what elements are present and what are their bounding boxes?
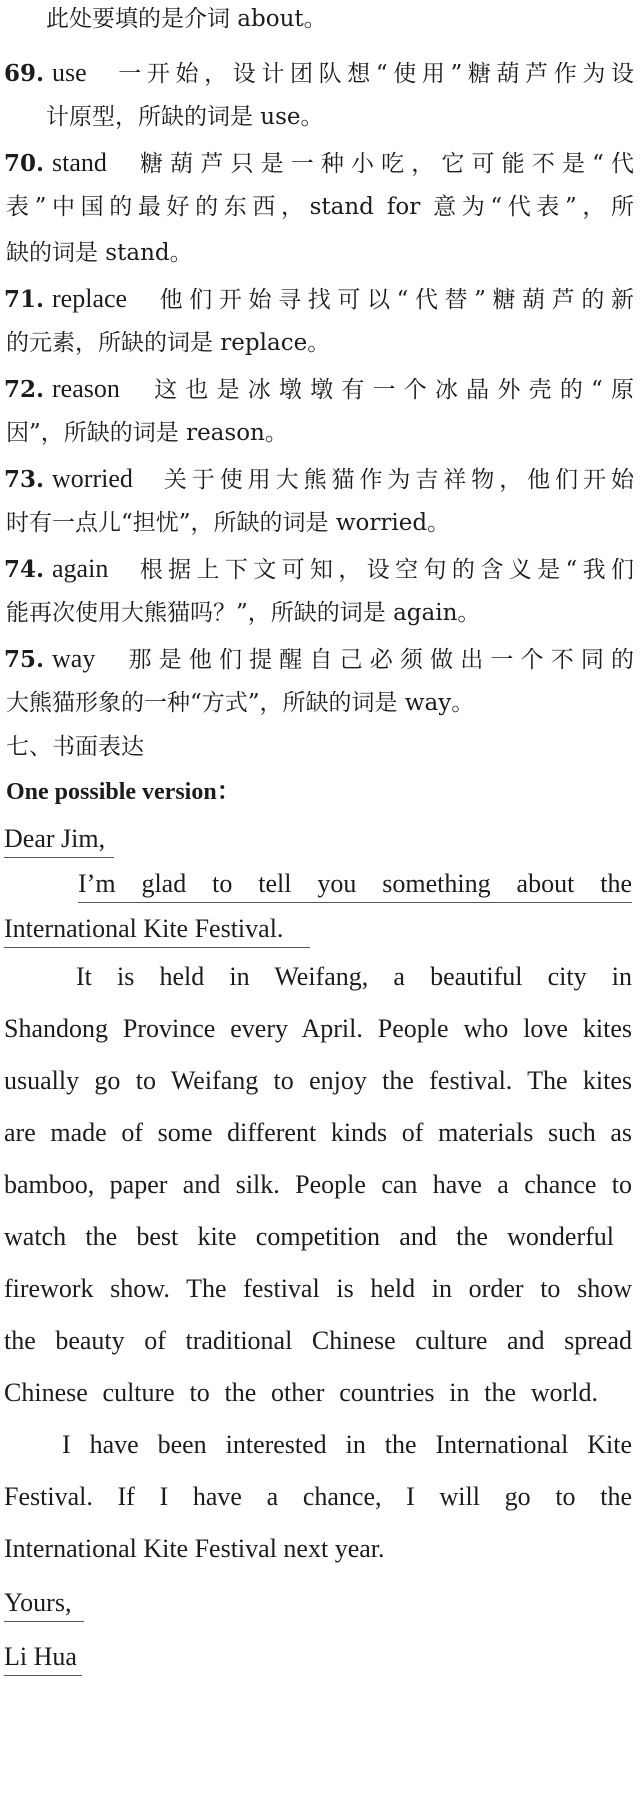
explanation-text: 根据上下文可知，设空句的含义是“我们 xyxy=(134,557,634,583)
explanation-text: 他们开始寻找可以“代替”糖葫芦的新 xyxy=(153,287,634,313)
answer-item-69 xyxy=(4,60,634,86)
letter-paragraph-1: International Kite Festival. xyxy=(4,914,284,943)
signature-underline xyxy=(4,1675,82,1676)
answer-word: worried xyxy=(52,464,133,493)
answer-word: replace xyxy=(52,284,128,313)
answer-item-70 xyxy=(4,150,634,176)
answer-item-73 xyxy=(4,466,634,492)
explanation-text: 表”中国的最好的东西，stand for 意为“代表”，所 xyxy=(6,194,634,220)
item-number: 73. xyxy=(4,466,45,493)
explanation-text: 关于使用大熊猫作为吉祥物，他们开始 xyxy=(158,467,634,493)
item-number: 69. xyxy=(4,60,45,87)
item-number: 71. xyxy=(4,286,45,313)
letter-paragraph-2: usually go to Weifang to enjoy the festival. The kites xyxy=(4,1066,632,1095)
answer-word: reason xyxy=(52,374,120,403)
paragraph-1-underline xyxy=(78,902,632,903)
answer-item-75 xyxy=(4,646,634,672)
explanation-text: 的元素，所缺的词是 replace。 xyxy=(6,330,331,356)
answer-word: again xyxy=(52,554,109,583)
letter-paragraph-3: International Kite Festival next year. xyxy=(4,1534,385,1563)
answer-item-74 xyxy=(4,556,634,582)
item-number: 70. xyxy=(4,150,45,177)
explanation-text: 能再次使用大熊猫吗？”，所缺的词是 again。 xyxy=(6,600,481,626)
letter-signature: Li Hua xyxy=(4,1642,77,1671)
version-label: One possible version： xyxy=(6,779,241,805)
explanation-text: 大熊猫形象的一种“方式”，所缺的词是 way。 xyxy=(6,690,475,716)
greeting-underline xyxy=(4,857,114,858)
letter-greeting: Dear Jim, xyxy=(4,824,106,853)
letter-paragraph-2: are made of some different kinds of materials such as xyxy=(4,1118,632,1147)
explanation-text: 计原型，所缺的词是 use。 xyxy=(46,104,324,130)
answer-item-72 xyxy=(4,376,634,402)
closing-underline xyxy=(4,1621,84,1622)
letter-paragraph-3: I have been interested in the International Kite xyxy=(62,1430,632,1459)
letter-paragraph-3: Festival. If I have a chance, I will go to the xyxy=(4,1482,632,1511)
answer-word: use xyxy=(52,58,87,87)
letter-paragraph-2: It is held in Weifang, a beautiful city in xyxy=(76,962,632,991)
letter-paragraph-2: Shandong Province every April. People who love kites xyxy=(4,1014,632,1043)
answer-line: 此处要填的是介词 about。 xyxy=(46,6,327,32)
section-title: 七、书面表达 xyxy=(6,734,144,760)
letter-paragraph-2: firework show. The festival is held in order to show xyxy=(4,1274,632,1303)
answer-word: stand xyxy=(52,148,107,177)
explanation-text: 一开始，设计团队想“使用”糖葫芦作为设 xyxy=(112,61,634,87)
paragraph-1-underline xyxy=(4,947,310,948)
explanation-text: 糖葫芦只是一种小吃，它可能不是“代 xyxy=(132,151,634,177)
explanation-text: 那是他们提醒自己必须做出一个不同的 xyxy=(121,647,634,673)
answer-item-71 xyxy=(4,286,634,312)
explanation-text: 缺的词是 stand。 xyxy=(6,240,193,266)
letter-paragraph-2: bamboo, paper and silk. People can have a chance to xyxy=(4,1170,632,1199)
item-number: 75. xyxy=(4,646,45,673)
explanation-text: 时有一点儿“担忧”，所缺的词是 worried。 xyxy=(6,510,451,536)
item-number: 74. xyxy=(4,556,45,583)
letter-paragraph-2: Chinese culture to the other countries in the world. xyxy=(4,1378,598,1407)
letter-paragraph-2: the beauty of traditional Chinese culture and spread xyxy=(4,1326,632,1355)
explanation-text: 这也是冰墩墩有一个冰晶外壳的“原 xyxy=(145,377,634,403)
item-number: 72. xyxy=(4,376,45,403)
answer-word: way xyxy=(52,644,96,673)
letter-paragraph-2: watch the best kite competition and the wonderful xyxy=(4,1222,614,1251)
letter-closing: Yours, xyxy=(4,1588,72,1617)
letter-paragraph-1: I’m glad to tell you something about the xyxy=(78,869,632,898)
explanation-text: 因”，所缺的词是 reason。 xyxy=(6,420,288,446)
